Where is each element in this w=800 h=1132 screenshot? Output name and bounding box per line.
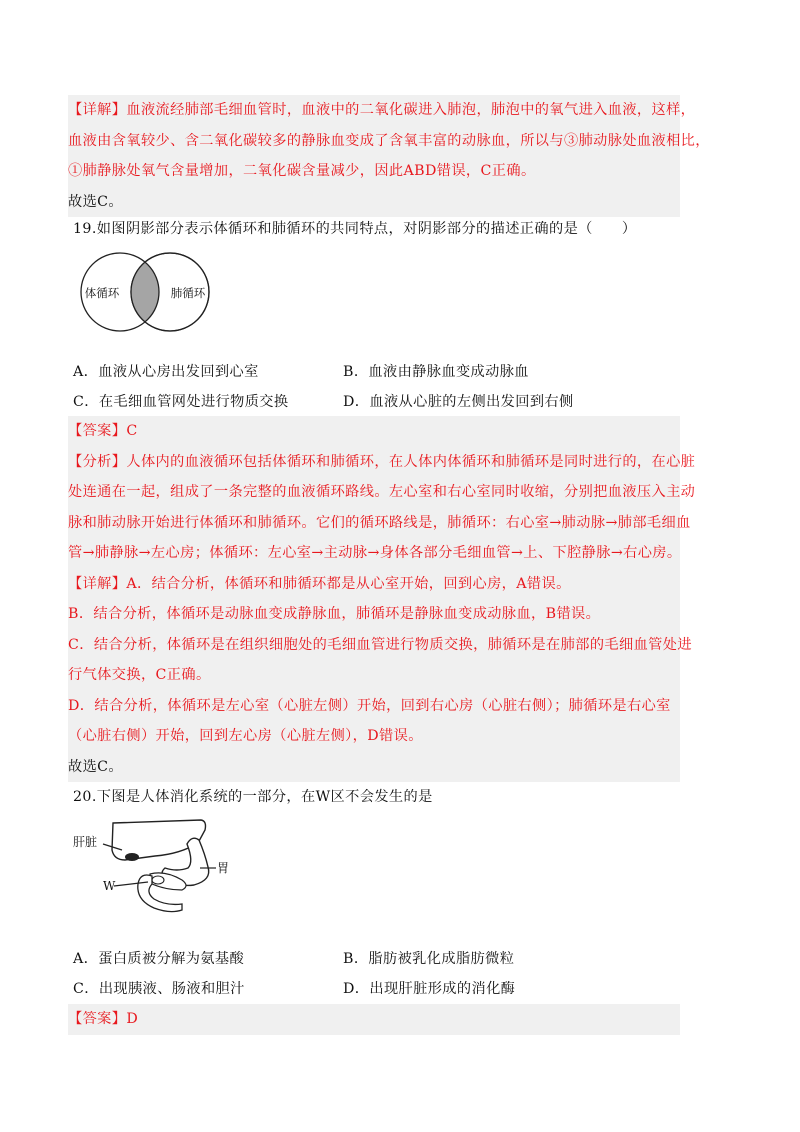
q19-answer-block xyxy=(68,416,696,782)
q20-answer: 【答案】D xyxy=(68,1011,139,1027)
q19-answer: 【答案】C xyxy=(68,423,138,439)
q19-detail-line-1: 【详解】A．结合分析，体循环和肺循环都是从心室开始，回到心房，A错误。 xyxy=(68,575,571,592)
q18-detail-line-3: ①肺静脉处氧气含量增加，二氧化碳含量减少，因此ABD错误，C正确。 xyxy=(68,163,536,179)
liver-label: 肝脏 xyxy=(73,835,98,849)
q19-analysis-line-3: 脉和肺动脉开始进行体循环和肺循环。它们的循环路线是，肺循环：右心室→肺动脉→肺部毛细血 xyxy=(68,514,691,531)
q18-detail-line-2: 血液由含氧较少、含二氧化碳较多的静脉血变成了含氧丰富的动脉血，所以与③肺动脉处血液相比， xyxy=(68,132,710,149)
q20-option-c[interactable]: C．出现胰液、肠液和胆汁 xyxy=(73,981,245,997)
q19-detail-line-4: 行气体交换，C正确。 xyxy=(68,667,211,683)
q19-option-c[interactable]: C．在毛细血管网处进行物质交换 xyxy=(73,394,289,410)
q19-option-b[interactable]: B．血液由静脉血变成动脉血 xyxy=(343,364,529,380)
w-label: W xyxy=(103,879,116,893)
q18-detail-line-1: 【详解】血液流经肺部毛细血管时，血液中的二氧化碳进入肺泡，肺泡中的氧气进入血液，这样， xyxy=(68,102,696,118)
q19-venn-diagram xyxy=(75,251,215,335)
q19-conclusion: 故选C。 xyxy=(68,758,124,775)
q20-option-d[interactable]: D．出现肝脏形成的消化酶 xyxy=(343,981,516,997)
q19-analysis-line-1: 【分析】人体内的血液循环包括体循环和肺循环，在人体内体循环和肺循环是同时进行的，在心脏 xyxy=(68,453,696,470)
q19-detail-line-5: D．结合分析，体循环是左心室（心脏左侧）开始，回到右心房（心脏右侧）；肺循环是右心室 xyxy=(68,697,671,714)
q20-option-b[interactable]: B．脂肪被乳化成脂肪微粒 xyxy=(343,951,515,967)
q20-answer-block xyxy=(68,1004,680,1035)
q18-explanation-block xyxy=(68,95,710,217)
w-region-shape xyxy=(152,876,164,884)
gallbladder-shape xyxy=(125,853,139,861)
q19-detail-line-6: （心脏右侧）开始，回到左心房（心脏左侧），D错误。 xyxy=(68,728,423,744)
q19-option-a[interactable]: A．血液从心房出发回到心室 xyxy=(73,364,259,380)
q20-stem: 20.下图是人体消化系统的一部分，在W区不会发生的是 xyxy=(73,789,433,805)
stomach-label: 胃 xyxy=(217,861,230,875)
venn-right-label: 肺循环 xyxy=(170,286,206,300)
q19-option-d[interactable]: D．血液从心脏的左侧出发回到右侧 xyxy=(343,394,574,410)
q20-digestive-diagram xyxy=(70,810,250,922)
q20-option-a[interactable]: A．蛋白质被分解为氨基酸 xyxy=(73,951,245,967)
q19-detail-line-3: C．结合分析，体循环是在组织细胞处的毛细血管进行物质交换，肺循环是在肺部的毛细血管处进 xyxy=(68,636,692,653)
venn-left-label: 体循环 xyxy=(84,286,120,300)
q19-stem: 19.如图阴影部分表示体循环和肺循环的共同特点，对阴影部分的描述正确的是（ ） xyxy=(73,221,637,237)
q19-detail-line-2: B．结合分析，体循环是动脉血变成静脉血，肺循环是静脉血变成动脉血，B错误。 xyxy=(68,606,601,622)
q18-conclusion: 故选C。 xyxy=(68,193,124,210)
q19-analysis-line-4: 管→肺静脉→左心房；体循环：左心室→主动脉→身体各部分毛细血管→上、下腔静脉→右心房。 xyxy=(68,545,682,561)
q19-analysis-line-2: 处连通在一起，组成了一条完整的血液循环路线。左心室和右心室同时收缩，分别把血液压入主动 xyxy=(68,484,696,500)
